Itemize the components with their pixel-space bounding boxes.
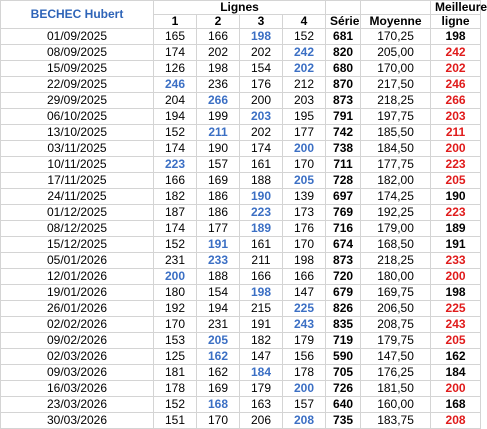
date-cell[interactable]: 19/01/2026 [1, 285, 154, 301]
moyenne-cell[interactable]: 218,25 [361, 253, 431, 269]
line-3-cell[interactable]: 211 [240, 253, 283, 269]
line-2-cell[interactable]: 170 [197, 413, 240, 429]
best-line-cell[interactable]: 191 [431, 237, 481, 253]
line-3-cell[interactable]: 166 [240, 269, 283, 285]
moyenne-cell[interactable]: 181,50 [361, 381, 431, 397]
moyenne-cell[interactable]: 180,00 [361, 269, 431, 285]
table-row [1, 269, 481, 285]
best-line-cell[interactable]: 243 [431, 317, 481, 333]
best-header-bottom[interactable]: ligne [431, 15, 481, 29]
line-4-cell[interactable]: 157 [283, 397, 326, 413]
table-row [1, 29, 481, 45]
line-4-cell[interactable]: 166 [283, 269, 326, 285]
moyenne-cell[interactable]: 184,50 [361, 141, 431, 157]
serie-cell[interactable]: 719 [326, 333, 361, 349]
moyenne-cell[interactable]: 218,25 [361, 93, 431, 109]
line-1-cell[interactable]: 152 [154, 125, 197, 141]
line-2-cell[interactable]: 177 [197, 221, 240, 237]
date-cell[interactable]: 13/10/2025 [1, 125, 154, 141]
col2-header[interactable]: 2 [197, 15, 240, 29]
serie-cell[interactable]: 720 [326, 269, 361, 285]
date-cell[interactable]: 24/11/2025 [1, 189, 154, 205]
date-cell[interactable]: 15/09/2025 [1, 61, 154, 77]
serie-cell[interactable]: 726 [326, 381, 361, 397]
table-row [1, 253, 481, 269]
table-row [1, 285, 481, 301]
line-3-cell[interactable]: 188 [240, 173, 283, 189]
line-2-cell[interactable]: 166 [197, 29, 240, 45]
moyenne-cell[interactable]: 168,50 [361, 237, 431, 253]
best-line-cell[interactable]: 200 [431, 269, 481, 285]
line-3-cell[interactable]: 202 [240, 45, 283, 61]
moyenne-cell[interactable]: 179,00 [361, 221, 431, 237]
serie-cell[interactable]: 674 [326, 237, 361, 253]
table-row [1, 317, 481, 333]
best-line-cell[interactable]: 208 [431, 413, 481, 429]
line-1-cell[interactable]: 174 [154, 221, 197, 237]
serie-cell[interactable]: 820 [326, 45, 361, 61]
best-line-cell[interactable]: 266 [431, 93, 481, 109]
moyenne-cell[interactable]: 169,75 [361, 285, 431, 301]
line-1-cell[interactable]: 174 [154, 141, 197, 157]
line-3-cell[interactable]: 206 [240, 413, 283, 429]
serie-cell[interactable]: 870 [326, 77, 361, 93]
line-4-cell[interactable]: 195 [283, 109, 326, 125]
best-line-cell[interactable]: 205 [431, 333, 481, 349]
line-2-cell[interactable]: 190 [197, 141, 240, 157]
line-4-cell[interactable]: 208 [283, 413, 326, 429]
line-3-cell[interactable]: 223 [240, 205, 283, 221]
line-1-cell[interactable]: 170 [154, 317, 197, 333]
table-row [1, 397, 481, 413]
date-cell[interactable]: 22/09/2025 [1, 77, 154, 93]
line-2-cell[interactable]: 202 [197, 45, 240, 61]
date-cell[interactable]: 23/03/2026 [1, 397, 154, 413]
moyenne-cell[interactable]: 206,50 [361, 301, 431, 317]
col1-header[interactable]: 1 [154, 15, 197, 29]
line-2-cell[interactable]: 186 [197, 205, 240, 221]
moyenne-cell[interactable]: 177,75 [361, 157, 431, 173]
serie-header[interactable]: Série [326, 15, 361, 29]
line-3-cell[interactable]: 202 [240, 125, 283, 141]
table-row [1, 45, 481, 61]
date-cell[interactable]: 05/01/2026 [1, 253, 154, 269]
line-4-cell[interactable]: 205 [283, 173, 326, 189]
best-line-cell[interactable]: 202 [431, 61, 481, 77]
line-1-cell[interactable]: 165 [154, 29, 197, 45]
line-3-cell[interactable]: 184 [240, 365, 283, 381]
line-3-cell[interactable]: 190 [240, 189, 283, 205]
line-3-cell[interactable]: 189 [240, 221, 283, 237]
line-2-cell[interactable]: 169 [197, 173, 240, 189]
date-cell[interactable]: 15/12/2025 [1, 237, 154, 253]
serie-cell[interactable]: 738 [326, 141, 361, 157]
moyenne-cell[interactable]: 176,25 [361, 365, 431, 381]
line-1-cell[interactable]: 174 [154, 45, 197, 61]
line-2-cell[interactable]: 186 [197, 189, 240, 205]
line-3-cell[interactable]: 198 [240, 29, 283, 45]
line-3-cell[interactable]: 200 [240, 93, 283, 109]
line-2-cell[interactable]: 168 [197, 397, 240, 413]
line-1-cell[interactable]: 194 [154, 109, 197, 125]
line-4-cell[interactable]: 212 [283, 77, 326, 93]
line-2-cell[interactable]: 211 [197, 125, 240, 141]
table-row [1, 413, 481, 429]
line-4-cell[interactable]: 200 [283, 381, 326, 397]
best-line-cell[interactable]: 200 [431, 141, 481, 157]
line-3-cell[interactable]: 163 [240, 397, 283, 413]
line-1-cell[interactable]: 125 [154, 349, 197, 365]
table-row [1, 61, 481, 77]
table-row [1, 141, 481, 157]
best-line-cell[interactable]: 189 [431, 221, 481, 237]
moyenne-cell[interactable]: 174,25 [361, 189, 431, 205]
line-1-cell[interactable]: 178 [154, 381, 197, 397]
serie-cell[interactable]: 680 [326, 61, 361, 77]
line-4-cell[interactable]: 139 [283, 189, 326, 205]
moyenne-cell[interactable]: 185,50 [361, 125, 431, 141]
best-line-cell[interactable]: 246 [431, 77, 481, 93]
best-line-cell[interactable]: 190 [431, 189, 481, 205]
line-4-cell[interactable]: 170 [283, 157, 326, 173]
line-2-cell[interactable]: 199 [197, 109, 240, 125]
moyenne-cell[interactable]: 192,25 [361, 205, 431, 221]
line-4-cell[interactable]: 147 [283, 285, 326, 301]
best-line-cell[interactable]: 211 [431, 125, 481, 141]
col3-header[interactable]: 3 [240, 15, 283, 29]
serie-cell[interactable]: 640 [326, 397, 361, 413]
line-3-cell[interactable]: 198 [240, 285, 283, 301]
empty-header-cell[interactable] [361, 1, 431, 15]
line-2-cell[interactable]: 191 [197, 237, 240, 253]
serie-cell[interactable]: 873 [326, 253, 361, 269]
table-row [1, 173, 481, 189]
best-line-cell[interactable]: 200 [431, 381, 481, 397]
moyenne-cell[interactable]: 217,50 [361, 77, 431, 93]
best-line-cell[interactable]: 198 [431, 29, 481, 45]
date-cell[interactable]: 17/11/2025 [1, 173, 154, 189]
table-row [1, 125, 481, 141]
best-line-cell[interactable]: 168 [431, 397, 481, 413]
moyenne-cell[interactable]: 170,25 [361, 29, 431, 45]
table-row [1, 237, 481, 253]
line-4-cell[interactable]: 178 [283, 365, 326, 381]
line-4-cell[interactable]: 156 [283, 349, 326, 365]
serie-cell[interactable]: 590 [326, 349, 361, 365]
date-cell[interactable]: 06/10/2025 [1, 109, 154, 125]
player-name-cell[interactable]: BECHEC Hubert [1, 1, 154, 29]
table-row [1, 77, 481, 93]
line-2-cell[interactable]: 162 [197, 365, 240, 381]
line-4-cell[interactable]: 176 [283, 221, 326, 237]
moyenne-cell[interactable]: 197,75 [361, 109, 431, 125]
line-1-cell[interactable]: 126 [154, 61, 197, 77]
moyenne-header[interactable]: Moyenne [361, 15, 431, 29]
date-cell[interactable]: 08/12/2025 [1, 221, 154, 237]
line-4-cell[interactable]: 177 [283, 125, 326, 141]
table-row [1, 365, 481, 381]
line-4-cell[interactable]: 179 [283, 333, 326, 349]
date-cell[interactable]: 02/02/2026 [1, 317, 154, 333]
table-row [1, 157, 481, 173]
best-line-cell[interactable]: 203 [431, 109, 481, 125]
table-row [1, 381, 481, 397]
line-2-cell[interactable]: 266 [197, 93, 240, 109]
line-2-cell[interactable]: 198 [197, 61, 240, 77]
line-3-cell[interactable]: 182 [240, 333, 283, 349]
line-4-cell[interactable]: 225 [283, 301, 326, 317]
best-line-cell[interactable]: 162 [431, 349, 481, 365]
moyenne-cell[interactable]: 147,50 [361, 349, 431, 365]
line-2-cell[interactable]: 205 [197, 333, 240, 349]
line-3-cell[interactable]: 176 [240, 77, 283, 93]
line-2-cell[interactable]: 157 [197, 157, 240, 173]
date-cell[interactable]: 26/01/2026 [1, 301, 154, 317]
line-2-cell[interactable]: 162 [197, 349, 240, 365]
table-row [1, 301, 481, 317]
line-2-cell[interactable]: 233 [197, 253, 240, 269]
serie-cell[interactable]: 835 [326, 317, 361, 333]
date-cell[interactable]: 02/03/2026 [1, 349, 154, 365]
date-cell[interactable]: 12/01/2026 [1, 269, 154, 285]
line-1-cell[interactable]: 181 [154, 365, 197, 381]
serie-cell[interactable]: 679 [326, 285, 361, 301]
line-4-cell[interactable]: 203 [283, 93, 326, 109]
moyenne-cell[interactable]: 179,75 [361, 333, 431, 349]
serie-cell[interactable]: 711 [326, 157, 361, 173]
line-2-cell[interactable]: 231 [197, 317, 240, 333]
table-row [1, 333, 481, 349]
table-row [1, 109, 481, 125]
date-cell[interactable]: 09/03/2026 [1, 365, 154, 381]
line-2-cell[interactable]: 236 [197, 77, 240, 93]
line-3-cell[interactable]: 147 [240, 349, 283, 365]
line-1-cell[interactable]: 204 [154, 93, 197, 109]
best-line-cell[interactable]: 225 [431, 301, 481, 317]
table-row [1, 205, 481, 221]
line-2-cell[interactable]: 169 [197, 381, 240, 397]
line-3-cell[interactable]: 215 [240, 301, 283, 317]
serie-cell[interactable]: 681 [326, 29, 361, 45]
best-line-cell[interactable]: 205 [431, 173, 481, 189]
empty-header-cell[interactable] [326, 1, 361, 15]
best-line-cell[interactable]: 223 [431, 205, 481, 221]
line-1-cell[interactable]: 153 [154, 333, 197, 349]
line-3-cell[interactable]: 203 [240, 109, 283, 125]
line-1-cell[interactable]: 223 [154, 157, 197, 173]
moyenne-cell[interactable]: 160,00 [361, 397, 431, 413]
moyenne-cell[interactable]: 208,75 [361, 317, 431, 333]
line-3-cell[interactable]: 161 [240, 237, 283, 253]
line-1-cell[interactable]: 200 [154, 269, 197, 285]
date-cell[interactable]: 01/09/2025 [1, 29, 154, 45]
line-1-cell[interactable]: 180 [154, 285, 197, 301]
date-cell[interactable]: 10/11/2025 [1, 157, 154, 173]
serie-cell[interactable]: 826 [326, 301, 361, 317]
table-row [1, 93, 481, 109]
date-cell[interactable]: 29/09/2025 [1, 93, 154, 109]
date-cell[interactable]: 03/11/2025 [1, 141, 154, 157]
moyenne-cell[interactable]: 183,75 [361, 413, 431, 429]
line-1-cell[interactable]: 152 [154, 397, 197, 413]
line-4-cell[interactable]: 202 [283, 61, 326, 77]
col4-header[interactable]: 4 [283, 15, 326, 29]
line-4-cell[interactable]: 170 [283, 237, 326, 253]
serie-cell[interactable]: 735 [326, 413, 361, 429]
line-4-cell[interactable]: 198 [283, 253, 326, 269]
line-1-cell[interactable]: 231 [154, 253, 197, 269]
line-4-cell[interactable]: 242 [283, 45, 326, 61]
date-cell[interactable]: 09/02/2026 [1, 333, 154, 349]
line-1-cell[interactable]: 187 [154, 205, 197, 221]
best-line-cell[interactable]: 184 [431, 365, 481, 381]
line-1-cell[interactable]: 166 [154, 173, 197, 189]
line-2-cell[interactable]: 188 [197, 269, 240, 285]
serie-cell[interactable]: 769 [326, 205, 361, 221]
line-3-cell[interactable]: 174 [240, 141, 283, 157]
line-4-cell[interactable]: 152 [283, 29, 326, 45]
date-cell[interactable]: 08/09/2025 [1, 45, 154, 61]
date-cell[interactable]: 01/12/2025 [1, 205, 154, 221]
line-1-cell[interactable]: 192 [154, 301, 197, 317]
best-line-cell[interactable]: 242 [431, 45, 481, 61]
line-3-cell[interactable]: 191 [240, 317, 283, 333]
line-3-cell[interactable]: 161 [240, 157, 283, 173]
line-2-cell[interactable]: 194 [197, 301, 240, 317]
table-row [1, 189, 481, 205]
date-cell[interactable]: 30/03/2026 [1, 413, 154, 429]
line-2-cell[interactable]: 154 [197, 285, 240, 301]
line-4-cell[interactable]: 243 [283, 317, 326, 333]
table-row [1, 221, 481, 237]
best-line-cell[interactable]: 223 [431, 157, 481, 173]
serie-cell[interactable]: 728 [326, 173, 361, 189]
serie-cell[interactable]: 716 [326, 221, 361, 237]
table-row [1, 349, 481, 365]
line-4-cell[interactable]: 200 [283, 141, 326, 157]
lignes-header[interactable]: Lignes [154, 1, 326, 15]
line-1-cell[interactable]: 151 [154, 413, 197, 429]
date-cell[interactable]: 16/03/2026 [1, 381, 154, 397]
line-4-cell[interactable]: 173 [283, 205, 326, 221]
moyenne-cell[interactable]: 182,00 [361, 173, 431, 189]
line-1-cell[interactable]: 152 [154, 237, 197, 253]
line-1-cell[interactable]: 182 [154, 189, 197, 205]
moyenne-cell[interactable]: 170,00 [361, 61, 431, 77]
line-1-cell[interactable]: 246 [154, 77, 197, 93]
serie-cell[interactable]: 705 [326, 365, 361, 381]
header-row-top [1, 1, 481, 15]
best-header-top[interactable]: Meilleure [431, 1, 481, 15]
serie-cell[interactable]: 791 [326, 109, 361, 125]
line-3-cell[interactable]: 154 [240, 61, 283, 77]
serie-cell[interactable]: 742 [326, 125, 361, 141]
best-line-cell[interactable]: 233 [431, 253, 481, 269]
line-3-cell[interactable]: 179 [240, 381, 283, 397]
serie-cell[interactable]: 697 [326, 189, 361, 205]
serie-cell[interactable]: 873 [326, 93, 361, 109]
best-line-cell[interactable]: 198 [431, 285, 481, 301]
moyenne-cell[interactable]: 205,00 [361, 45, 431, 61]
